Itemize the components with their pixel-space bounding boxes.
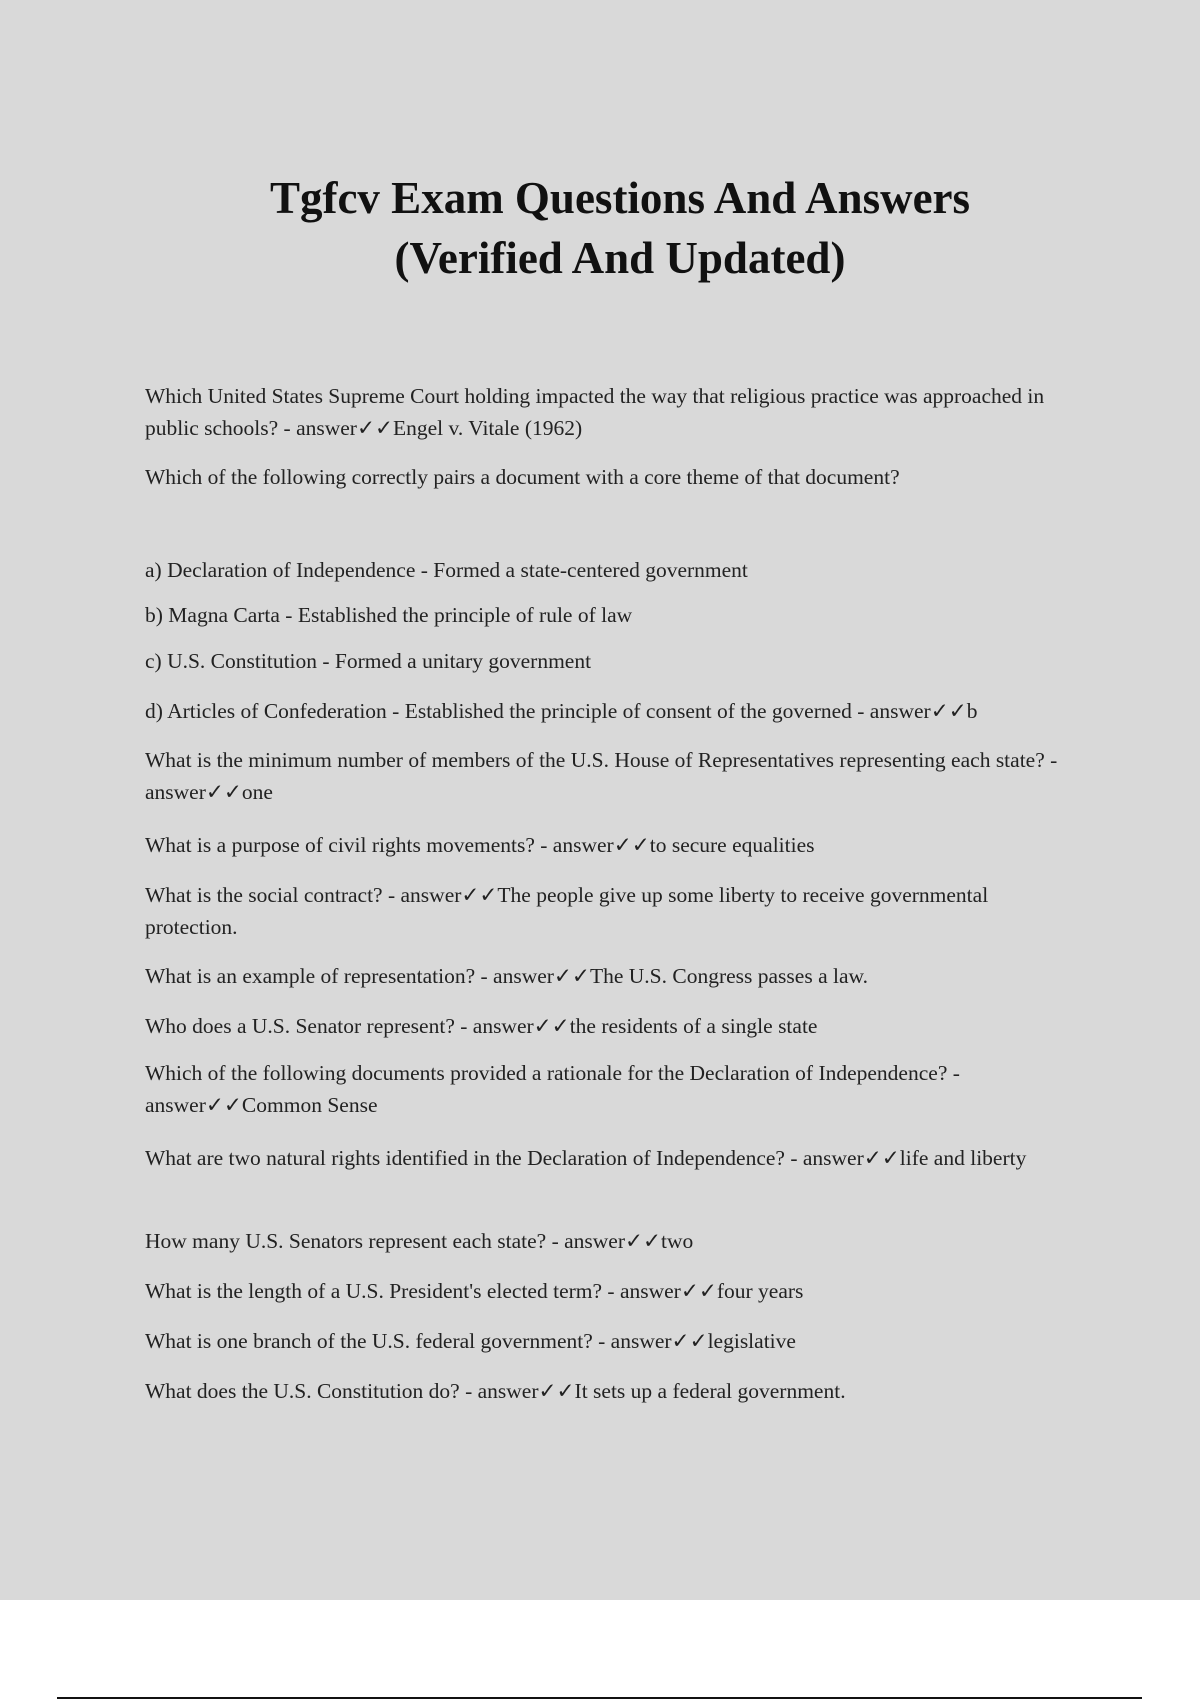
document-title bbox=[0, 168, 1200, 288]
qa-item: How many U.S. Senators represent each state? - answer✓✓two bbox=[145, 1229, 694, 1253]
qa-item: What is a purpose of civil rights movements? - answer✓✓to secure equalities bbox=[145, 833, 815, 857]
option-c: c) U.S. Constitution - Formed a unitary government bbox=[145, 649, 592, 673]
option-a: a) Declaration of Independence - Formed a state-centered government bbox=[145, 558, 748, 582]
title-line-2: (Verified And Updated) bbox=[394, 233, 846, 283]
qa-item: What is an example of representation? - answer✓✓The U.S. Congress passes a law. bbox=[145, 964, 869, 988]
question-item: Which of the following correctly pairs a document with a core theme of that document? bbox=[145, 465, 900, 489]
title-line-1: Tgfcv Exam Questions And Answers bbox=[269, 173, 971, 223]
qa-item: What is one branch of the U.S. federal government? - answer✓✓legislative bbox=[145, 1329, 796, 1353]
qa-item: Which of the following documents provided a rationale for the Declaration of Independence? - answer✓✓Common Sense bbox=[145, 1061, 960, 1117]
qa-item: What is the length of a U.S. President's elected term? - answer✓✓four years bbox=[145, 1279, 804, 1303]
qa-item: Who does a U.S. Senator represent? - answer✓✓the residents of a single state bbox=[145, 1014, 818, 1038]
footer-divider bbox=[57, 1697, 1142, 1699]
option-d: d) Articles of Confederation - Established the principle of consent of the governed - answer✓✓b bbox=[145, 699, 978, 723]
qa-item: What does the U.S. Constitution do? - answer✓✓It sets up a federal government. bbox=[145, 1379, 846, 1403]
option-b: b) Magna Carta - Established the principle of rule of law bbox=[145, 603, 633, 627]
qa-item: What is the social contract? - answer✓✓The people give up some liberty to receive governmental protection. bbox=[145, 883, 989, 939]
qa-item: What is the minimum number of members of the U.S. House of Representatives representing each state? - answer✓✓one bbox=[145, 748, 1058, 804]
qa-item: What are two natural rights identified in the Declaration of Independence? - answer✓✓life and liberty bbox=[145, 1146, 1027, 1170]
qa-item: Which United States Supreme Court holding impacted the way that religious practice was approached in public schools? - answer✓✓Engel v. Vitale (1962) bbox=[145, 384, 1045, 440]
